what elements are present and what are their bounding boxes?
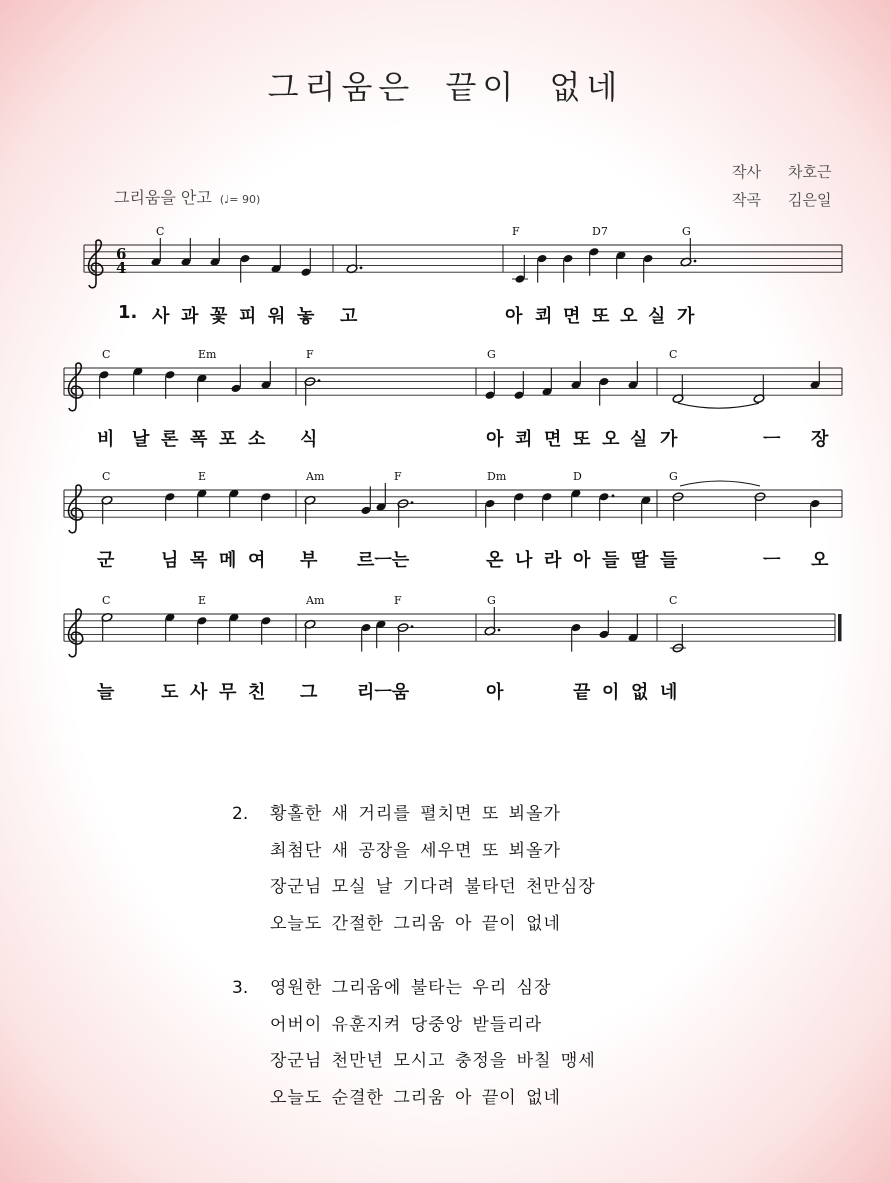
lyric-syllable: 꽃 [210,306,228,327]
note [810,361,821,390]
lyric-syllable: 워 [268,306,286,327]
note [599,377,610,406]
dot [498,629,501,632]
note [261,361,272,390]
chord-symbol: Dm [487,470,507,483]
treble-clef-icon [69,485,83,533]
note [229,613,240,642]
dot [612,494,615,497]
note [304,377,320,406]
chord-symbol: C [102,594,111,607]
lyric-syllable: 날 [132,429,150,450]
staff [84,240,842,288]
note [628,614,639,643]
note [484,607,500,636]
note [616,250,627,279]
note [165,370,176,399]
chord-symbol: Am [306,470,325,483]
lyric-syllable: 고 [340,306,358,327]
lyric-syllable: 그 [300,682,318,703]
chord-symbol: C [102,348,111,361]
lyric-syllable: 또 [573,429,591,450]
note [261,616,272,645]
verse-number: 2. [232,804,249,824]
time-signature-top: 6 [116,245,127,263]
lyric-syllable: 쾨 [515,429,533,450]
chord-symbol: Em [198,348,217,361]
chord-symbol: F [512,225,520,238]
lyricist-credit: 작사 차호근 [732,163,832,181]
note [680,238,696,267]
note [361,623,372,652]
note [397,499,413,528]
additional-verses [232,796,596,1144]
note [301,248,312,277]
note [670,624,686,653]
verse-line: 장군님 모실 날 기다려 불타던 천만심장 [270,877,596,897]
chord-symbol: C [102,470,111,483]
note [485,371,496,400]
composer-credit: 작곡 김은일 [732,191,832,209]
note [133,367,144,396]
lyric-syllable: ㅡ [763,550,781,571]
note [304,495,316,524]
lyric-syllable: 비 [97,429,115,450]
lyric-syllable: 론 [161,429,179,450]
note [589,247,600,276]
note [643,254,654,283]
chord-symbol: G [669,470,678,483]
tie [680,481,760,486]
note [571,623,582,652]
lyric-syllable: 면 [544,429,562,450]
note [165,613,176,642]
note [261,492,272,521]
lyric-syllable: 쾨 [535,306,553,327]
chord-symbol: C [156,225,165,238]
verse-line: 최첨단 새 공장을 세우면 또 뵈올가 [270,840,561,861]
note [210,238,221,267]
lyric-syllable: 네 [660,682,678,703]
lyric-syllable: 오 [620,306,638,327]
lyric-syllable: 면 [563,306,581,327]
lyric-syllable: 이 [602,682,620,703]
dot [318,379,321,382]
note [181,238,192,267]
chord-symbol: D [573,470,582,483]
lyric-syllable: 여 [248,550,266,571]
note [563,254,574,283]
note [346,245,362,274]
verse-line: 장군님 천만년 모시고 충정을 바칠 맹세 [270,1051,596,1071]
verse-2 [232,796,596,942]
lyric-syllable: 르ㅡ는 [357,550,410,571]
dot [360,266,363,269]
note [599,492,615,521]
verse-line: 2. 황홀한 새 거리를 펼치면 또 뵈올가 [232,796,596,833]
note [599,610,610,639]
lyric-syllable: 부 [300,550,318,571]
note [165,492,176,521]
note [151,238,162,267]
chord-symbol: G [487,348,496,361]
lyric-syllable: 없 [631,682,649,703]
staff [64,363,842,411]
lyric-syllable: 장 [811,429,829,450]
final-barline [838,614,842,641]
lyric-syllable: 아 [486,429,504,450]
lyric-syllable: 아 [573,550,591,571]
verse-line: 3. 영원한 그리움에 불타는 우리 심장 [232,970,596,1007]
tempo-marking: (♩= 90) [219,193,261,206]
lyric-syllable: 폭 [190,429,208,450]
song-title: 그리움은 끝이 없네 [267,68,624,106]
note [197,489,208,518]
note [754,492,766,521]
lyric-syllable: ㅡ [763,429,781,450]
note [229,489,240,518]
lyric-syllable: 실 [630,429,648,450]
verse-line: 오늘도 순결한 그리움 아 끝이 없네 [270,1087,561,1108]
lyric-syllable: 1. [118,302,138,323]
lyric-syllable: 포 [219,429,237,450]
lyric-syllable: 가 [660,429,678,450]
lyric-syllable: 라 [544,550,562,571]
note [397,623,413,652]
verse-line: 오늘도 간절한 그리움 아 끝이 없네 [270,913,561,934]
lyric-syllable: 리ㅡ움 [357,682,410,703]
lyric-syllable: 놓 [297,306,315,327]
chord-symbol: E [198,470,207,483]
dot [694,260,697,263]
lyric-syllable: 아 [505,306,523,327]
note [376,483,387,512]
lyric-syllable: 오 [811,550,829,571]
note [672,375,684,404]
note [304,619,316,648]
note [571,489,582,518]
note [101,612,113,641]
note [537,254,548,283]
note [99,370,110,399]
verse-line: 어버이 유훈지켜 당중앙 받들리라 [270,1014,543,1035]
lyric-syllable: 온 [486,550,504,571]
lyric-syllable: 무 [219,682,237,703]
note [542,492,553,521]
chord-symbol: C [669,348,678,361]
note [810,499,821,528]
lyric-syllable: 늘 [97,682,115,703]
treble-clef-icon [69,363,83,411]
lyric-syllable: 또 [592,306,610,327]
lyric-syllable: 딸 [631,550,649,571]
note [641,495,652,524]
chord-symbol: F [394,594,402,607]
note [101,495,113,524]
lyric-syllable: 피 [239,306,257,327]
note [485,499,496,528]
lyric-syllable: 끝 [573,682,591,703]
note [514,492,525,521]
dot [411,501,414,504]
note [542,368,553,397]
note [514,371,525,400]
chord-symbol: F [394,470,402,483]
lyric-syllable: 가 [677,306,695,327]
tie [678,403,759,408]
note [571,361,582,390]
chord-symbol: E [198,594,207,607]
note [628,361,639,390]
lyric-syllable: 나 [515,550,533,571]
lyric-syllable: 아 [486,682,504,703]
chord-symbol: G [682,225,691,238]
note [271,245,282,274]
lyric-syllable: 도 [161,682,179,703]
lyric-syllable: 사 [190,682,208,703]
verse-number: 3. [232,978,249,998]
note [512,255,528,284]
lyric-syllable: 실 [648,306,666,327]
chord-symbol: Am [306,594,325,607]
note [197,373,208,402]
note [361,486,372,515]
chord-symbol: G [487,594,496,607]
time-signature [116,245,126,277]
treble-clef-icon [69,609,83,657]
note [672,492,684,521]
note [231,364,242,393]
chord-symbol: F [306,348,314,361]
lyric-syllable: 들 [660,550,678,571]
lyric-syllable: 과 [181,306,199,327]
treble-clef-icon [89,240,103,288]
lyric-syllable: 메 [219,550,237,571]
lyric-syllable: 님 [161,550,179,571]
lyric-syllable: 소 [248,429,266,450]
lyric-syllable: 친 [248,682,266,703]
note [753,375,765,404]
note [376,619,387,648]
dot [411,625,414,628]
chord-symbol: C [669,594,678,607]
lyric-syllable: 들 [602,550,620,571]
verse-3 [232,970,596,1116]
note [240,254,251,283]
chord-symbol: D7 [592,225,608,238]
note [197,616,208,645]
lyric-syllable: 군 [97,550,115,571]
lyric-syllable: 식 [300,429,318,450]
lyric-syllable: 사 [152,306,170,327]
tempo-expression: 그리움을 안고 (♩= 90) [114,188,261,207]
staff [64,609,842,657]
staff [64,485,842,533]
lyric-syllable: 목 [190,550,208,571]
lyric-syllable: 오 [602,429,620,450]
time-signature-bottom: 4 [116,259,127,277]
